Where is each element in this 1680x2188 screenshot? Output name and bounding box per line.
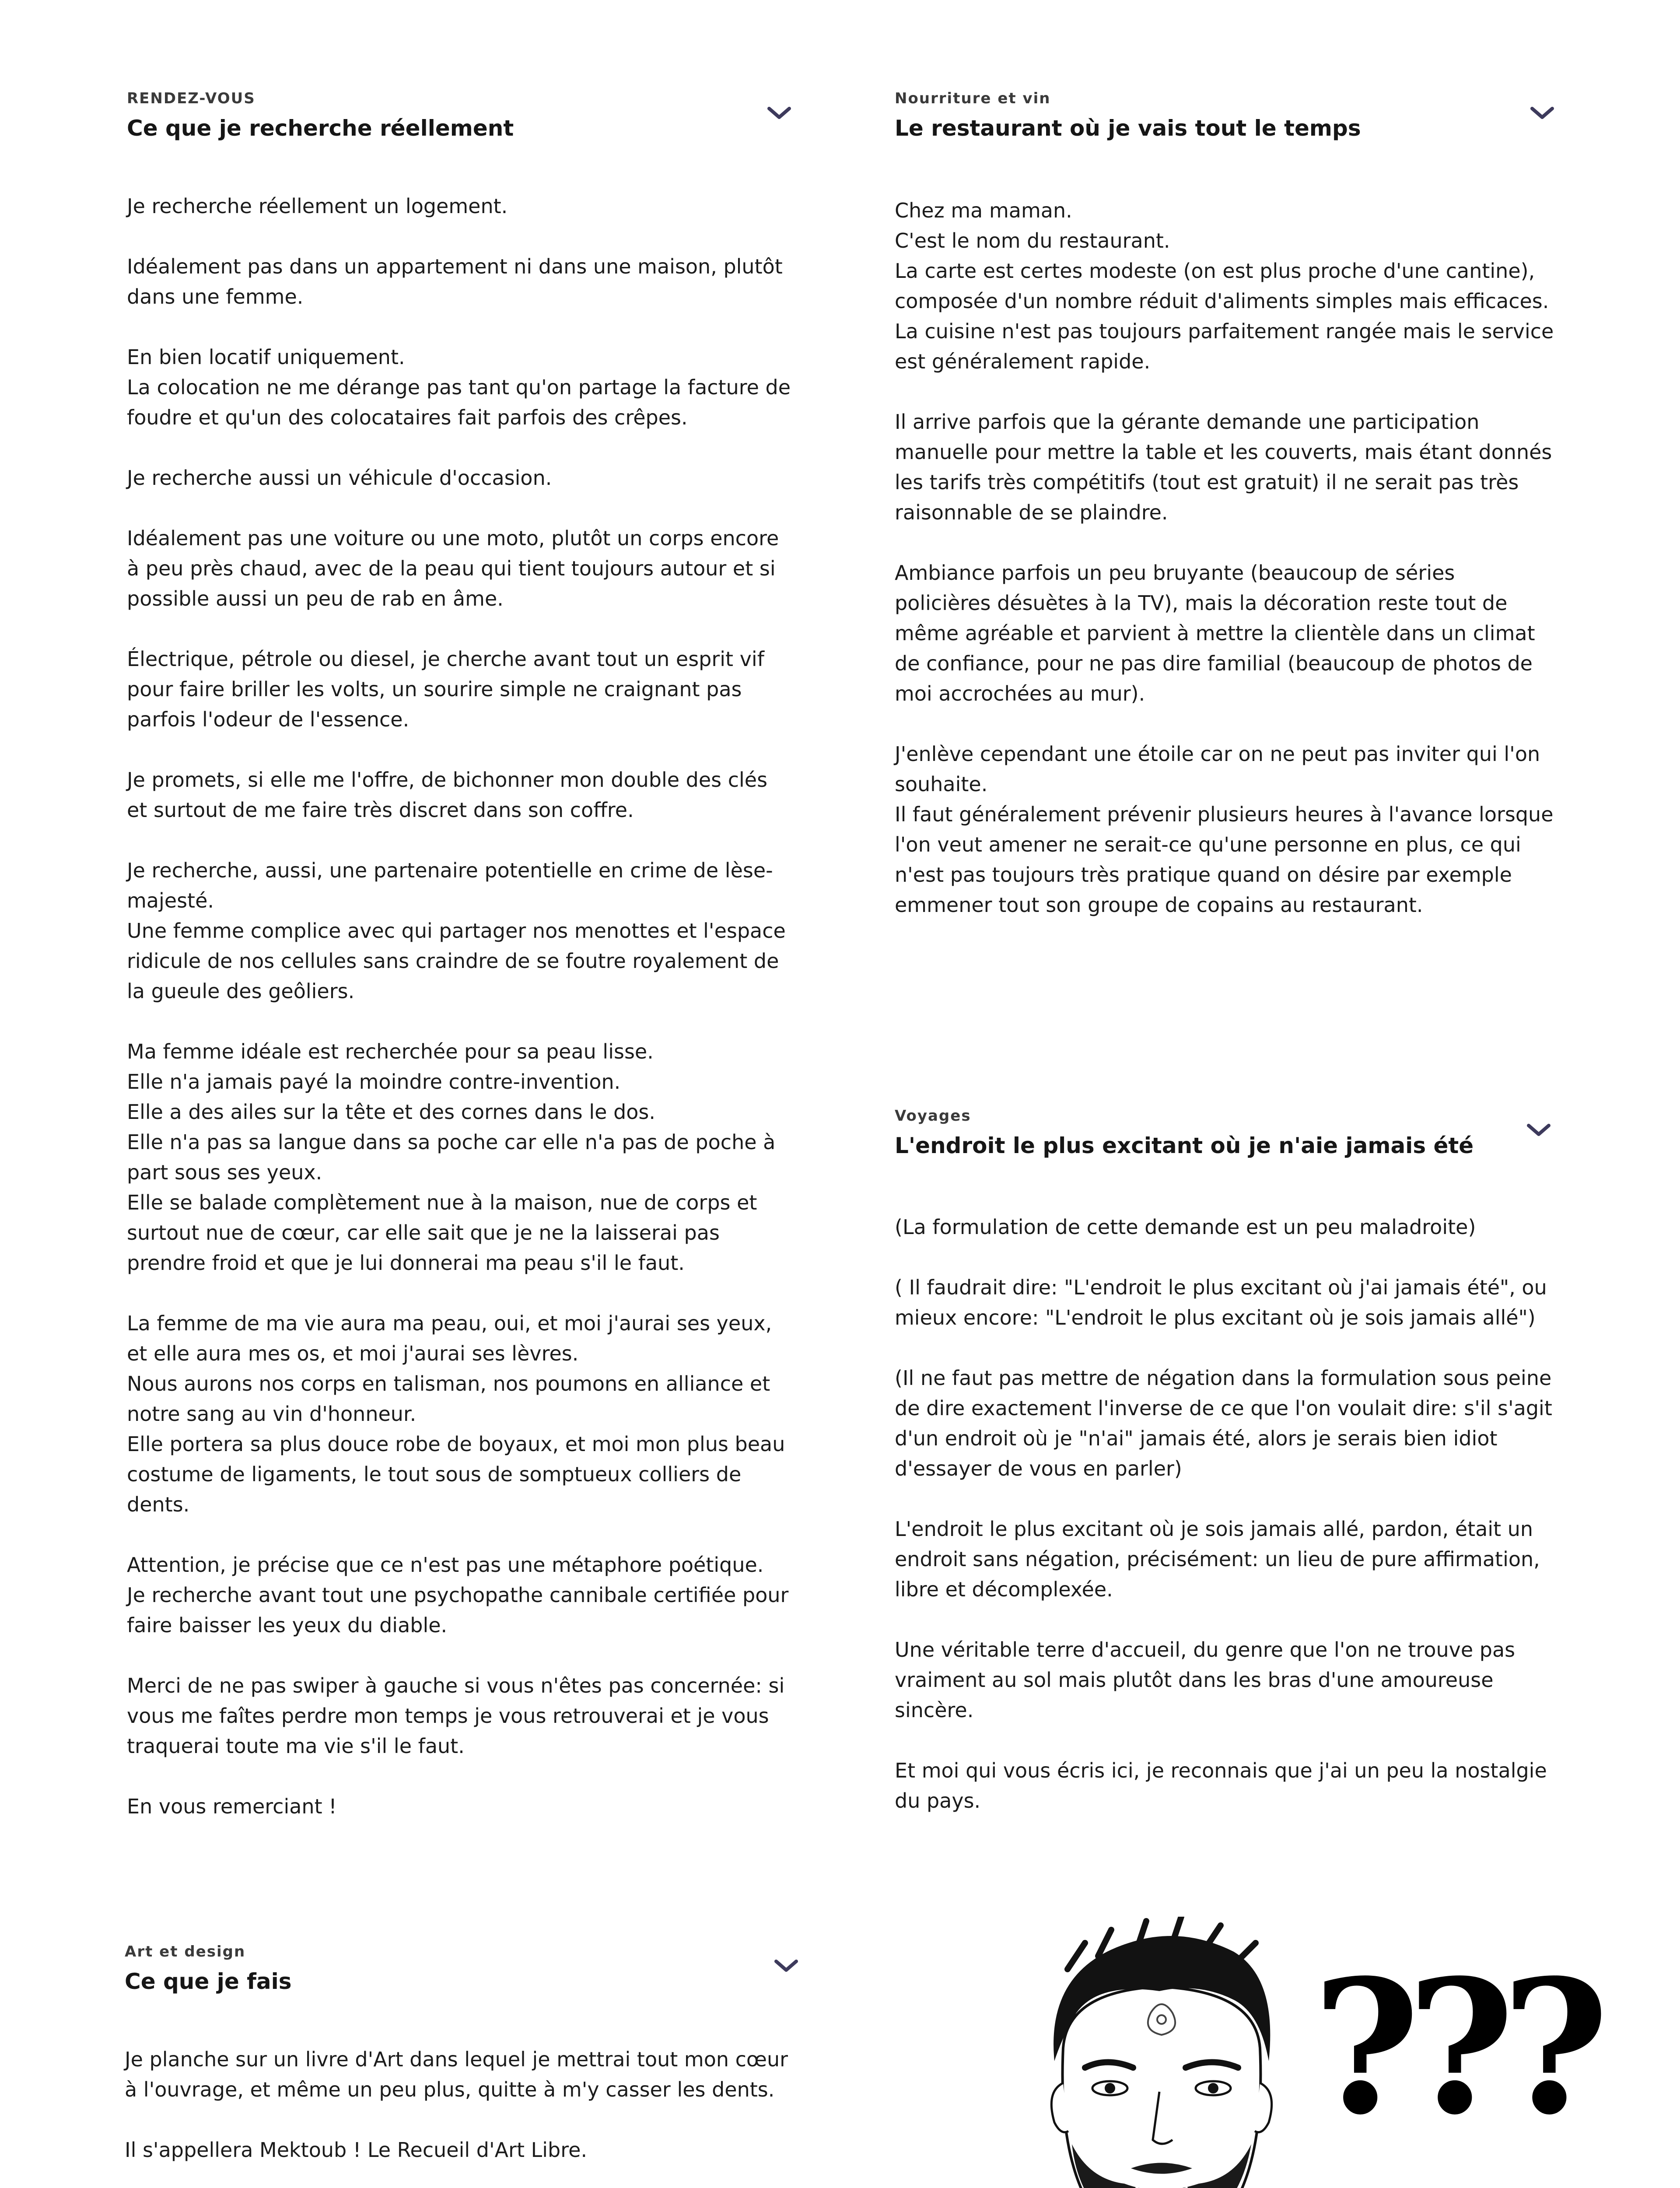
card-body — [127, 191, 792, 1822]
paragraph: Je recherche, aussi, une partenaire potentielle en crime de lèse-majesté. Une femme complice avec qui partager nos menottes et l'espace ridicule de nos cellules sans craindre de se foutre royalement de la gueule des geôliers. — [127, 859, 786, 1003]
card-category: Art et design — [125, 1943, 246, 1960]
paragraph: Attention, je précise que ce n'est pas une métaphore poétique. Je recherche avant tout une psychopathe cannibale certifiée pour faire baisser les yeux du diable. — [127, 1553, 789, 1637]
paragraph: Ma femme idéale est recherchée pour sa peau lisse. Elle n'a jamais payé la moindre contre-invention. Elle a des ailes sur la tête et des cornes dans le dos. Elle n'a pas sa langue dans sa poche car elle n'a pas de poche à part sous ses yeux. Elle se balade complètement nue à la maison, nue de corps et surtout nue de cœur, car elle sait que je ne la laisserai pas prendre froid et que je lui donnerai ma peau s'il le faut. — [127, 1040, 776, 1275]
chevron-down-icon[interactable] — [774, 1957, 799, 1974]
paragraph: La femme de ma vie aura ma peau, oui, et moi j'aurai ses yeux, et elle aura mes os, et moi j'aurai ses lèvres. Nous aurons nos corps en talisman, nos poumons en alliance et notre sang au vin d'honneur. Elle portera sa plus douce robe de boyaux, et moi mon plus beau costume de ligaments, le tout sous de somptueux colliers de dents. — [127, 1311, 785, 1516]
card-title: L'endroit le plus excitant où je n'aie jamais été — [895, 1133, 1474, 1158]
paragraph: Idéalement pas dans un appartement ni dans une maison, plutôt dans une femme. — [127, 255, 783, 309]
chevron-down-icon[interactable] — [1526, 1121, 1551, 1139]
paragraph: Et moi qui vous écris ici, je reconnais que j'ai un peu la nostalgie du pays. — [895, 1759, 1547, 1813]
paragraph: J'enlève cependant une étoile car on ne peut pas inviter qui l'on souhaite. Il faut généralement prévenir plusieurs heures à l'avance lorsque l'on veut amener ne serait-ce qu'une personne en plus, ce qui n'est pas toujours très pratique quand on désire par exemple emmener tout son groupe de copains au restaurant. — [895, 742, 1554, 917]
card-art-et-design — [125, 1943, 807, 1995]
card-category: Voyages — [895, 1107, 971, 1125]
paragraph: (Il ne faut pas mettre de négation dans la formulation sous peine de dire exactement l'inverse de ce que l'on voulait dire: s'il s'agit d'un endroit où je "n'ai" jamais été, alors je serais bien idiot d'essayer de vous en parler) — [895, 1366, 1552, 1480]
card-nourriture-et-vin — [895, 90, 1577, 141]
card-rendez-vous — [127, 90, 809, 141]
paragraph: Une véritable terre d'accueil, du genre que l'on ne trouve pas vraiment au sol mais plutôt dans les bras d'une amoureuse sincère. — [895, 1638, 1516, 1722]
chevron-down-icon[interactable] — [1530, 104, 1555, 122]
card-title: Le restaurant où je vais tout le temps — [895, 116, 1361, 141]
card-body — [895, 1212, 1555, 1816]
card-category: RENDEZ-VOUS — [127, 90, 256, 107]
card-category: Nourriture et vin — [895, 90, 1051, 107]
paragraph: Il s'appellera Mektoub ! Le Recueil d'Art Libre. — [125, 2138, 588, 2162]
paragraph: ( Il faudrait dire: "L'endroit le plus excitant où j'ai jamais été", ou mieux encore: "L'endroit le plus excitant où je sois jamais allé") — [895, 1276, 1547, 1329]
chevron-down-icon[interactable] — [766, 104, 792, 122]
paragraph: Je recherche réellement un logement. — [127, 194, 508, 218]
card-body — [125, 2044, 794, 2188]
paragraph: Chez ma maman. C'est le nom du restaurant. La carte est certes modeste (on est plus proche d'une cantine), composée d'un nombre réduit d'aliments simples mais efficaces. La cuisine n'est pas toujours parfaitement rangée mais le service est généralement rapide. — [895, 199, 1554, 373]
paragraph: (La formulation de cette demande est un peu maladroite) — [895, 1215, 1476, 1239]
question-marks: ??? — [1312, 1940, 1596, 2156]
paragraph: Je planche sur un livre d'Art dans lequel je mettrai tout mon cœur à l'ouvrage, et même un peu plus, quitte à m'y casser les dents. — [125, 2048, 788, 2101]
paragraph: En vous remerciant ! — [127, 1795, 337, 1818]
portrait-sketch-icon — [954, 1917, 1374, 2188]
card-title: Ce que je recherche réellement — [127, 116, 514, 141]
paragraph: L'endroit le plus excitant où je sois jamais allé, pardon, était un endroit sans négation, précisément: un lieu de pure affirmation, libre et décomplexée. — [895, 1517, 1540, 1601]
card-voyages — [895, 1107, 1577, 1159]
card-title: Ce que je fais — [125, 1969, 292, 1994]
paragraph: Il arrive parfois que la gérante demande une participation manuelle pour mettre la table et les couverts, mais étant donnés les tarifs très compétitifs (tout est gratuit) il ne serait pas très raisonnable de se plaindre. — [895, 410, 1552, 524]
paragraph: Je recherche aussi un véhicule d'occasion. — [127, 466, 552, 490]
paragraph: En bien locatif uniquement. La colocation ne me dérange pas tant qu'on partage la facture de foudre et qu'un des colocataires fait parfois des crêpes. — [127, 345, 791, 429]
paragraph: Ambiance parfois un peu bruyante (beaucoup de séries policières désuètes à la TV), mais la décoration reste tout de même agréable et parvient à mettre la clientèle dans un climat de confiance, pour ne pas dire familial (beaucoup de photos de moi accrochées au mur). — [895, 561, 1535, 705]
card-body — [895, 196, 1555, 920]
paragraph: Idéalement pas une voiture ou une moto, plutôt un corps encore à peu près chaud, avec de la peau qui tient toujours autour et si possible aussi un peu de rab en âme. — [127, 526, 779, 610]
paragraph: Électrique, pétrole ou diesel, je cherche avant tout un esprit vif pour faire briller les volts, un sourire simple ne craignant pas parfois l'odeur de l'essence. — [127, 647, 764, 731]
paragraph: Je promets, si elle me l'offre, de bichonner mon double des clés et surtout de me faire très discret dans son coffre. — [127, 768, 768, 822]
paragraph: Merci de ne pas swiper à gauche si vous n'êtes pas concernée: si vous me faîtes perdre mon temps je vous retrouverai et je vous traquerai toute ma vie s'il le faut. — [127, 1674, 785, 1758]
